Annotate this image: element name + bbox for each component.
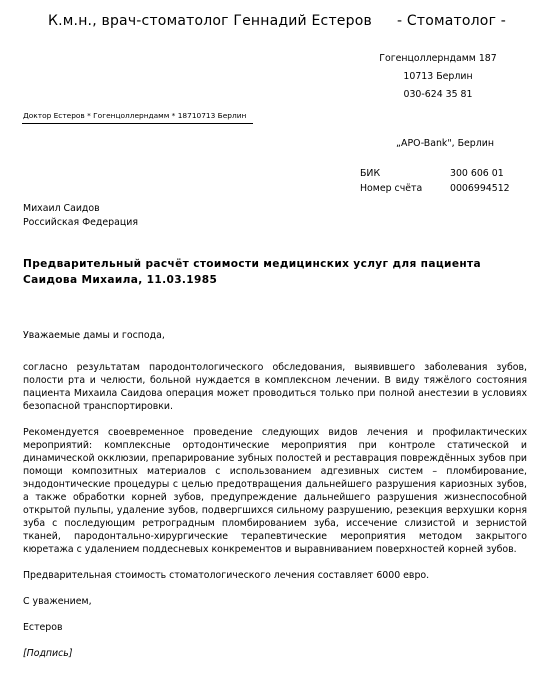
closing: С уважением, [23,596,92,607]
doctor-address-block [363,50,513,104]
letter-body [23,329,527,673]
signer-name: Естеров [23,622,63,633]
account-row [360,181,510,196]
salutation: Уважаемые дамы и господа, [23,330,165,341]
bic-label: БИК [360,168,381,179]
paragraph-diagnosis: согласно результатам пародонтологического обследования, выявившего заболевания зубов, полости рта и челюсти, больной нуждается в комплексном лечении. В виду тяжёлого состояния пациента Михаила Саидова операция может проводиться только при полной анестезии в условиях безопасной транспортировки. [23,362,527,412]
recipient-country: Российская Федерация [23,217,138,228]
address-street: Гогенцоллерндамм 187 [379,53,497,64]
sender-return-address: Доктор Естеров * Гогенцоллерндамм * 18710713 Берлин [23,111,247,120]
address-city: 10713 Берлин [403,71,473,82]
specialty-title: - Стоматолог - [397,13,507,29]
bic-row [360,166,510,181]
bank-name: „APO-Bank", Берлин [396,138,494,149]
signature-placeholder: [Подпись] [23,648,73,659]
bank-details [360,166,510,196]
account-value: 0006994512 [450,183,510,194]
account-label: Номер счёта [360,183,423,194]
bic-value: 300 606 01 [450,168,504,179]
doctor-title: К.м.н., врач-стоматолог Геннадий Естеров [48,13,372,29]
paragraph-treatment: Рекомендуется своевременное проведение следующих видов лечения и профилактических мероприятий: комплексные ортодонтические мероприятия при контроле статической и динамической окклюзии, препарирование зубных полостей и реставрация повреждённых зубов при помощи композитных материалов с использованием адгезивных систем – пломбирование, эндодонтические процедуры с целью предотвращения дальнейшего разрушения кариозных зубов, а также обработки корней зубов, предупреждение дальнейшего разрушения жизнеспособной открытой пульпы, удаление зубов, подвергшихся сильному разрушению, резекция верхушки корня зуба с последующим ретроградным пломбированием зуба, иссечение слизистой и зернистой тканей, пародонтально-хирургические терапевтические мероприятия методом закрытого кюретажа с удалением поддесневых конкрементов и выравниванием поверхностей корней зубов. [23,427,527,555]
recipient-name: Михаил Саидов [23,203,100,214]
recipient-block [23,202,138,230]
sender-divider [22,123,253,124]
address-phone: 030-624 35 81 [403,89,473,100]
letter-subject: Предварительный расчёт стоимости медицинских услуг для пациента Саидова Михаила, 11.03.1985 [23,258,482,286]
paragraph-cost: Предварительная стоимость стоматологического лечения составляет 6000 евро. [23,570,430,581]
